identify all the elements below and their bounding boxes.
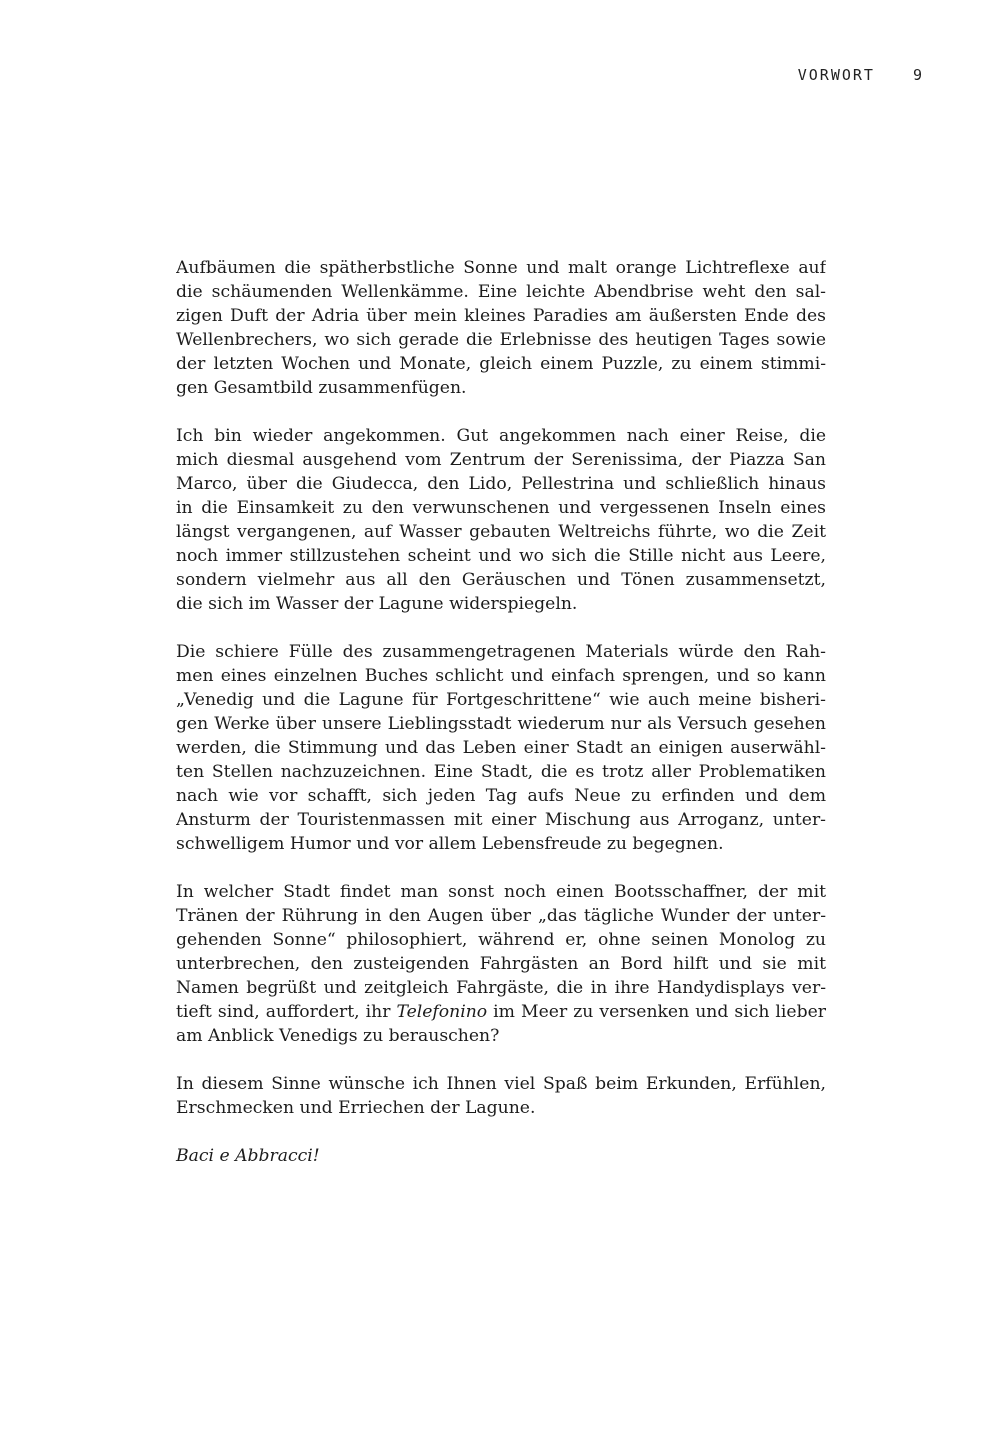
text-segment: im Meer zu versenken und sich lieber <box>487 1002 826 1022</box>
text-line: gen Werke über unsere Lieblingsstadt wiederum nur als Versuch gesehen <box>176 714 826 734</box>
body-text <box>176 256 826 1192</box>
text-segment: tieft sind, auffordert, ihr <box>176 1002 397 1022</box>
text-line: werden, die Stimmung und das Leben einer Stadt an einigen auserwähl- <box>176 738 826 758</box>
text-line: mich diesmal ausgehend vom Zentrum der Serenissima, der Piazza San <box>176 450 826 470</box>
paragraph <box>176 256 826 400</box>
text-line: nach wie vor schafft, sich jeden Tag aufs Neue zu erfinden und dem <box>176 786 826 806</box>
text-line: Ansturm der Touristenmassen mit einer Mischung aus Arroganz, unter- <box>176 810 826 830</box>
text-line: Wellenbrechers, wo sich gerade die Erlebnisse des heutigen Tages sowie <box>176 330 826 350</box>
text-line: die sich im Wasser der Lagune widerspiegeln. <box>176 594 578 614</box>
text-line: Ich bin wieder angekommen. Gut angekommen nach einer Reise, die <box>176 426 826 446</box>
text-line: In welcher Stadt findet man sonst noch einen Bootsschaffner, der mit <box>176 882 826 902</box>
text-line: die schäumenden Wellenkämme. Eine leichte Abendbrise weht den sal- <box>176 282 826 302</box>
text-line: Marco, über die Giudecca, den Lido, Pellestrina und schließlich hinaus <box>176 474 826 494</box>
italic-term: Telefonino <box>396 1002 488 1022</box>
text-line: gen Gesamtbild zusammenfügen. <box>176 378 467 398</box>
text-line: gehenden Sonne“ philosophiert, während er, ohne seinen Monolog zu <box>176 930 826 950</box>
text-line: men eines einzelnen Buches schlicht und einfach sprengen, und so kann <box>176 666 826 686</box>
paragraph <box>176 640 826 856</box>
text-line: unterbrechen, den zusteigenden Fahrgästen an Bord hilft und sie mit <box>176 954 826 974</box>
text-line: „Venedig und die Lagune für Fortgeschrittene“ wie auch meine bisheri- <box>176 690 826 710</box>
paragraph-container <box>176 256 826 1120</box>
text-line: in die Einsamkeit zu den verwunschenen und vergessenen Inseln eines <box>176 498 826 518</box>
paragraph <box>176 880 826 1048</box>
paragraph <box>176 424 826 616</box>
text-line: Aufbäumen die spätherbstliche Sonne und malt orange Lichtreflexe auf <box>176 258 826 278</box>
text-line: längst vergangenen, auf Wasser gebauten Weltreichs führte, wo die Zeit <box>176 522 826 542</box>
text-line: zigen Duft der Adria über mein kleines Paradies am äußersten Ende des <box>176 306 826 326</box>
closing-line: Baci e Abbracci! <box>176 1146 320 1166</box>
text-line: am Anblick Venedigs zu berauschen? <box>176 1026 500 1046</box>
text-line: Tränen der Rührung in den Augen über „das tägliche Wunder der unter- <box>176 906 826 926</box>
text-line: Erschmecken und Erriechen der Lagune. <box>176 1098 536 1118</box>
text-line: sondern vielmehr aus all den Geräuschen und Tönen zusammensetzt, <box>176 570 826 590</box>
text-line: Namen begrüßt und zeitgleich Fahrgäste, die in ihre Handydisplays ver- <box>176 978 826 998</box>
text-line: In diesem Sinne wünsche ich Ihnen viel Spaß beim Erkunden, Erfühlen, <box>176 1074 826 1094</box>
running-header <box>798 66 924 84</box>
paragraph <box>176 1072 826 1120</box>
text-line <box>176 1000 826 1024</box>
section-title: VORWORT <box>797 66 875 84</box>
text-line: schwelligem Humor und vor allem Lebensfreude zu begegnen. <box>176 834 724 854</box>
page-number: 9 <box>912 66 924 84</box>
text-line: der letzten Wochen und Monate, gleich einem Puzzle, zu einem stimmi- <box>176 354 826 374</box>
text-line: ten Stellen nachzuzeichnen. Eine Stadt, die es trotz aller Problematiken <box>176 762 826 782</box>
text-line: Die schiere Fülle des zusammengetragenen Materials würde den Rah- <box>176 642 826 662</box>
text-line: noch immer stillzustehen scheint und wo sich die Stille nicht aus Leere, <box>176 546 826 566</box>
